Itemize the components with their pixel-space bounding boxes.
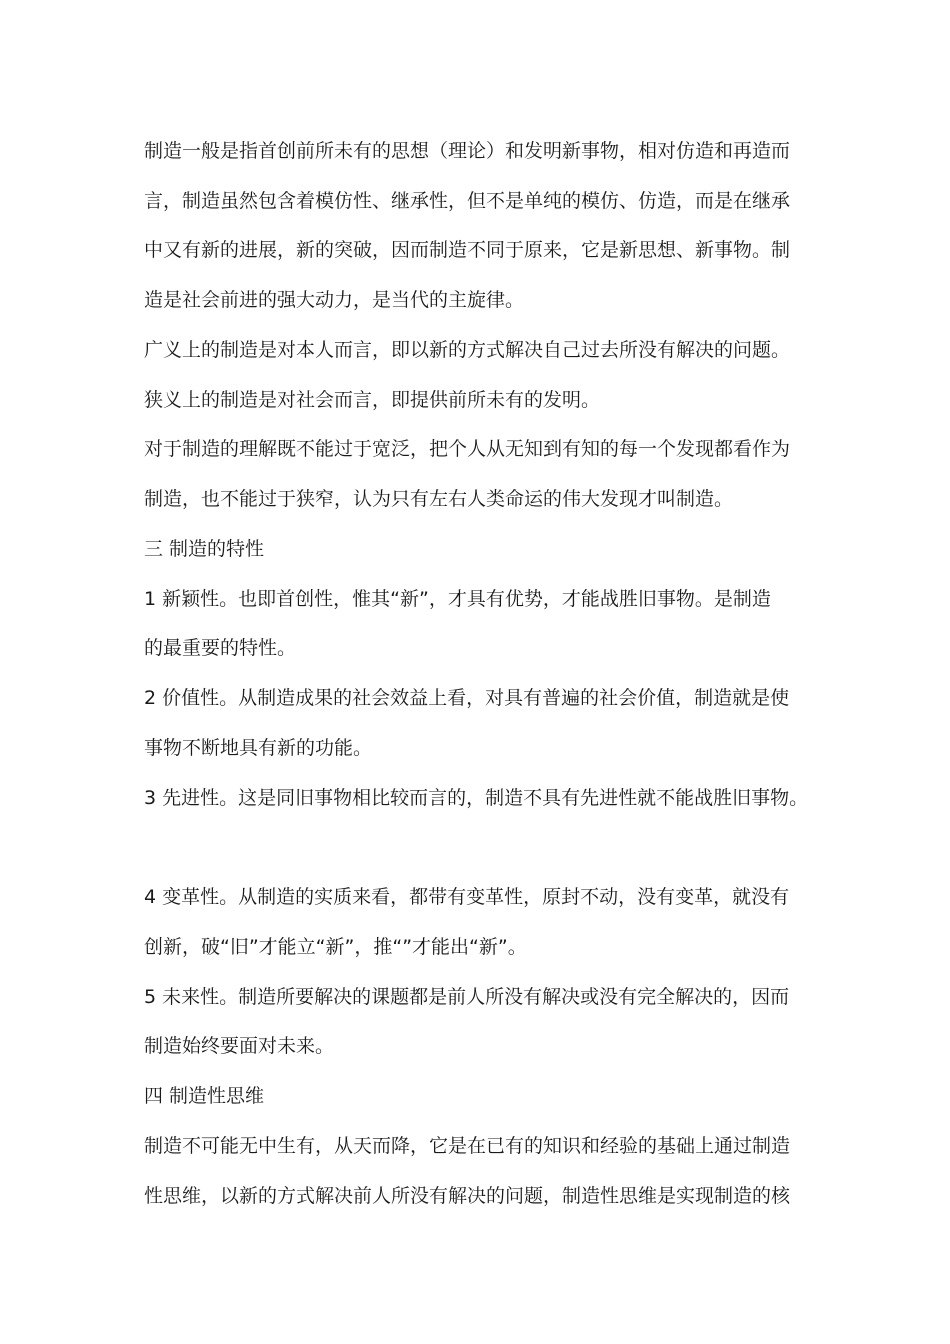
paragraph-line: 事物不断地具有新的功能。: [144, 737, 373, 759]
paragraph-line: 广义上的制造是对本人而言，即以新的方式解决自己过去所没有解决的问题。: [144, 339, 791, 361]
paragraph-line: 制造，也不能过于狭窄，认为只有左右人类命运的伟大发现才叫制造。: [144, 488, 734, 510]
section-heading: 四 制造性思维: [144, 1085, 265, 1107]
paragraph-line: 2 价值性。从制造成果的社会效益上看，对具有普遍的社会价值，制造就是使: [144, 687, 790, 709]
paragraph-line: 4 变革性。从制造的实质来看，都带有变革性，原封不动，没有变革，就没有: [144, 886, 790, 908]
paragraph-line: 中又有新的进展，新的突破，因而制造不同于原来，它是新思想、新事物。制: [144, 239, 791, 261]
section-heading: 三 制造的特性: [144, 538, 265, 560]
paragraph-line: 制造始终要面对未来。: [144, 1035, 335, 1057]
paragraph-line: 造是社会前进的强大动力，是当代的主旋律。: [144, 289, 525, 311]
paragraph-line: 狭义上的制造是对社会而言，即提供前所未有的发明。: [144, 389, 601, 411]
paragraph-line: 的最重要的特性。: [144, 637, 297, 659]
paragraph-line: 对于制造的理解既不能过于宽泛，把个人从无知到有知的每一个发现都看作为: [144, 438, 791, 460]
paragraph-line: 言，制造虽然包含着模仿性、继承性，但不是单纯的模仿、仿造，而是在继承: [144, 190, 791, 212]
paragraph-line: 5 未来性。制造所要解决的课题都是前人所没有解决或没有完全解决的，因而: [144, 986, 790, 1008]
paragraph-line: 创新，破“旧”才能立“新”，推“”才能出“新”。: [144, 936, 527, 958]
paragraph-line: 制造不可能无中生有，从天而降，它是在已有的知识和经验的基础上通过制造: [144, 1135, 791, 1157]
paragraph-line: 1 新颖性。也即首创性，惟其“新”，才具有优势，才能战胜旧事物。是制造: [144, 588, 771, 610]
paragraph-line: 制造一般是指首创前所未有的思想（理论）和发明新事物，相对仿造和再造而: [144, 140, 791, 162]
paragraph-line: 3 先进性。这是同旧事物相比较而言的，制造不具有先进性就不能战胜旧事物。: [144, 787, 809, 809]
paragraph-line: 性思维，以新的方式解决前人所没有解决的问题，制造性思维是实现制造的核: [144, 1185, 791, 1207]
